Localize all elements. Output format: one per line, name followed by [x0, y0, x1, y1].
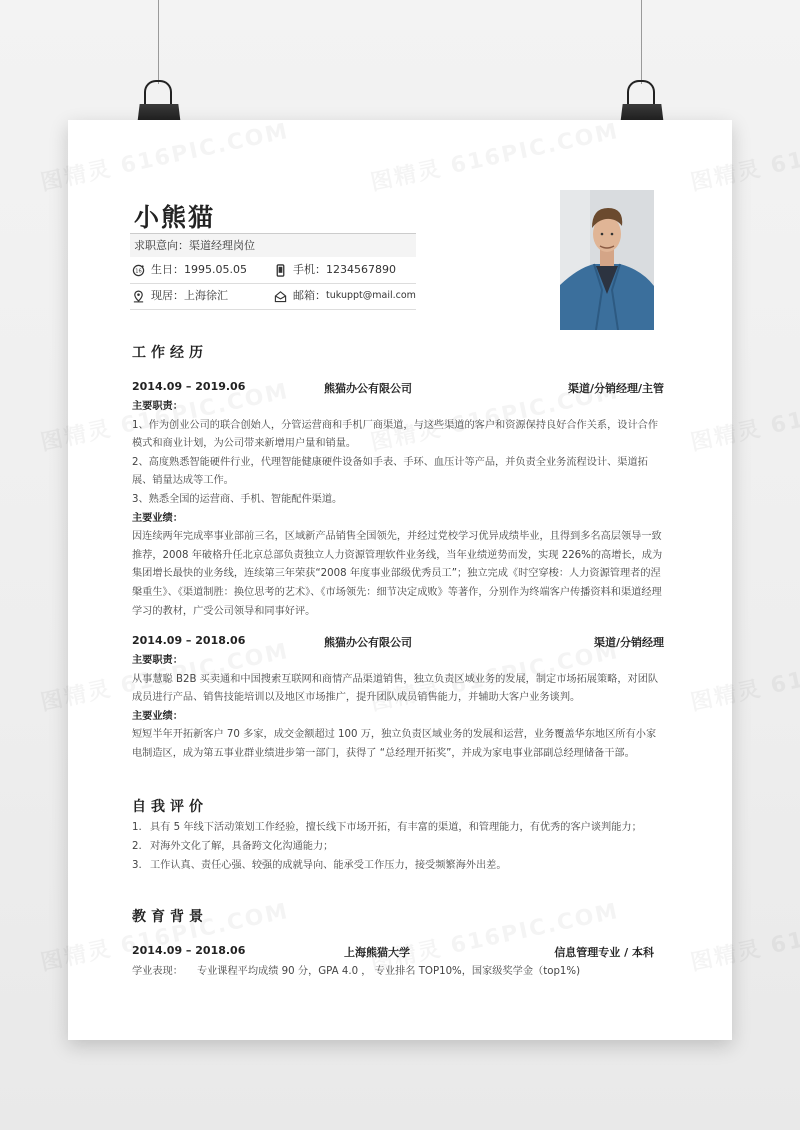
- education-major: 信息管理专业 / 本科: [554, 946, 654, 959]
- evaluation-list: [132, 818, 664, 875]
- birth-label: 生日：: [151, 263, 184, 276]
- evaluation-section-title: 自我评价: [132, 799, 208, 815]
- duty-item: 2、高度熟悉智能硬件行业，代理智能健康硬件设备如手表、手环、血压计等产品，并负责全业务流程设计、渠道拓展、销量达成等工作。: [132, 456, 648, 487]
- info-row-1: [130, 257, 416, 284]
- achievements-label: 主要业绩：: [132, 710, 183, 722]
- list-item: 1. 具有 5 年线下活动策划工作经验，擅长线下市场开拓，有丰富的渠道，和管理能力，有优秀的客户谈判能力；: [132, 822, 642, 833]
- profile-photo: [560, 190, 654, 330]
- academic-performance-label: 学业表现：: [132, 966, 183, 977]
- duty-item: 从事慧聪 B2B 买卖通和中国搜索互联网和商情产品渠道销售，独立负责区域业务的发展，制定市场拓展策略，对团队成员进行产品、销售技能培训以及地区市场推广，提升团队成员销售能力，并辅助大客户业务谈判。: [132, 673, 659, 704]
- job-2-role: 渠道/分销经理: [593, 636, 664, 649]
- birth-info: [132, 257, 247, 283]
- job-1-dates: 2014.09 – 2019.06: [132, 380, 246, 393]
- email-info: [274, 283, 416, 309]
- watermark: [688, 114, 800, 197]
- achievements-text: 短短半年开拓新客户 70 多家，成交金额超过 100 万，独立负责区域业务的发展和运营，业务覆盖华东地区所有小家电制造区，成为第五事业群业绩进步第一部门，获得了 “总经理开拓奖”，并成为家电事业部副总经理储备干部。: [132, 729, 657, 759]
- duty-item: 1、作为创业公司的联合创始人，分管运营商和手机厂商渠道，与这些渠道的客户和资源保持良好合作关系，设计合作模式和商业计划，为公司带来新增用户量和销量。: [132, 419, 659, 450]
- list-item: 3. 工作认真、责任心强、较强的成就导向、能承受工作压力，接受频繁海外出差。: [132, 860, 507, 871]
- hanging-wire-left: [158, 0, 159, 84]
- profile-photo-image: [560, 190, 654, 330]
- intent-value: 渠道经理岗位: [189, 239, 255, 252]
- job-2-header: [132, 634, 664, 650]
- work-section-title: 工作经历: [132, 345, 208, 361]
- email-label: 邮箱：: [293, 289, 326, 302]
- residence-info: [132, 283, 228, 309]
- info-row-2: [130, 283, 416, 310]
- hanging-wire-right: [641, 0, 642, 84]
- watermark: [38, 114, 292, 197]
- education-school: 上海熊猫大学: [344, 946, 410, 959]
- svg-text:16: 16: [135, 268, 142, 275]
- phone-icon: [274, 264, 287, 277]
- job-2-dates: 2014.09 – 2018.06: [132, 634, 246, 647]
- academic-performance: [132, 962, 664, 977]
- academic-performance-value: 专业课程平均成绩 90 分，GPA 4.0 ， 专业排名 TOP10%，国家级奖学金（top1%): [196, 966, 581, 977]
- mail-icon: [274, 290, 287, 303]
- education-dates: 2014.09 – 2018.06: [132, 944, 246, 957]
- watermark: [688, 894, 800, 977]
- residence-label: 现居：: [151, 289, 184, 302]
- watermark: [688, 634, 800, 717]
- job-1-role: 渠道/分销经理/主管: [567, 382, 664, 395]
- candidate-name: 小熊猫: [134, 203, 216, 232]
- location-icon: [132, 290, 145, 303]
- intent-label: 求职意向：: [134, 239, 189, 252]
- achievements-text: 因连续两年完成率事业部前三名，区域新产品销售全国领先，并经过党校学习优异成绩毕业，且得到多名高层领导一致推荐，2008 年破格升任北京总部负责独立人力资源管理软件业务线，当年业绩逆势而发，实现 226%的高增长，成为集团增长最快的业务线，连续第三年荣获“2008 年度事业部级优秀员工”；独立完成《时空穿梭：人力资源管理者的涅槃重生》、《渠道制胜：换位思考的艺术》、《市场领先：细节决定成败》等著作，分别作为终端客户传播资料和渠道经理学习的教材，广受公司领导和同事好评。: [132, 531, 663, 617]
- list-item: 2. 对海外文化了解，具备跨文化沟通能力；: [132, 841, 334, 852]
- job-1-header: [132, 380, 664, 396]
- duties-label: 主要职责：: [132, 655, 183, 666]
- phone-label: 手机：: [293, 263, 326, 276]
- watermark: [368, 114, 622, 197]
- achievements-label: 主要业绩：: [132, 512, 183, 524]
- phone-info: [274, 257, 396, 283]
- job-1-company: 熊猫办公有限公司: [324, 382, 412, 395]
- education-section-title: 教育背景: [132, 909, 208, 925]
- education-row: [132, 944, 654, 960]
- residence-value: 上海徐汇: [184, 289, 228, 302]
- watermark: [688, 374, 800, 457]
- job-2-details: [132, 652, 664, 764]
- duties-label: 主要职责：: [132, 401, 183, 412]
- job-1-details: [132, 398, 664, 621]
- birthday-icon: [132, 264, 145, 277]
- job-intent-row: [130, 233, 416, 257]
- duty-item: 3、熟悉全国的运营商、手机、智能配件渠道。: [132, 493, 343, 505]
- resume-paper: [68, 120, 732, 1040]
- job-2-company: 熊猫办公有限公司: [324, 636, 412, 649]
- phone-value: 1234567890: [326, 263, 396, 276]
- birth-value: 1995.05.05: [184, 263, 247, 276]
- email-value: tukuppt@mail.com: [326, 290, 416, 301]
